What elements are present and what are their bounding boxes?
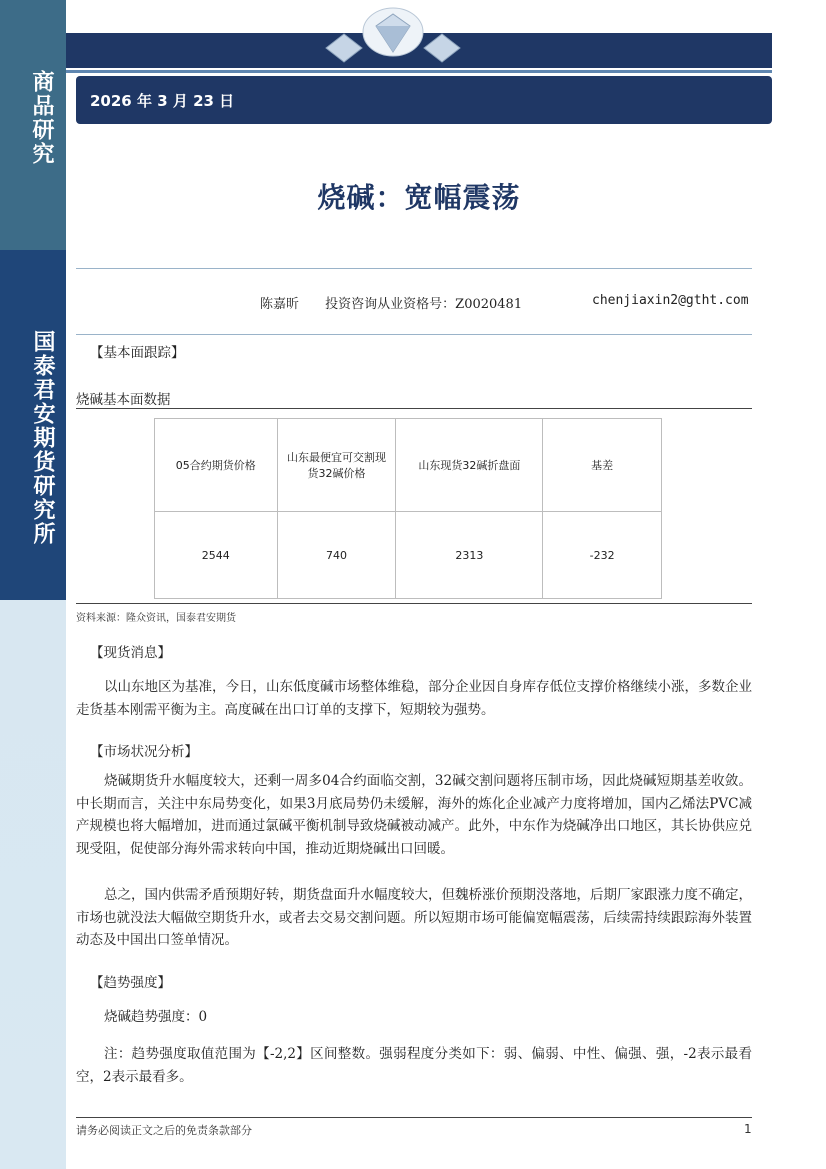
table-header-cell: 山东现货32碱折盘面	[396, 419, 543, 512]
title-divider-bottom	[76, 334, 752, 335]
table-row	[155, 512, 662, 599]
date-bar	[76, 76, 772, 124]
section-trend: 【趋势强度】	[90, 975, 171, 991]
sidebar-category-label: 商品研究	[29, 70, 54, 166]
table-header-row	[155, 419, 662, 512]
table-header-cell: 05合约期货价格	[155, 419, 278, 512]
fundamentals-table	[154, 418, 662, 599]
table-bottom-rule	[76, 603, 752, 604]
author-name: 陈嘉昕	[260, 297, 300, 312]
footer-disclaimer: 请务必阅读正文之后的免责条款部分	[76, 1124, 252, 1137]
table-header-cell: 基差	[543, 419, 662, 512]
trend-value: 烧碱趋势强度：0	[104, 1009, 208, 1025]
table-title: 烧碱基本面数据	[76, 392, 171, 408]
section-market: 【市场状况分析】	[90, 744, 198, 760]
table-top-rule	[76, 408, 752, 409]
section-spot: 【现货消息】	[90, 645, 171, 661]
sidebar-org-block	[0, 250, 66, 600]
table-header-cell: 山东最便宜可交割现货32碱价格	[277, 419, 396, 512]
paragraph-analysis-2: 总之，国内供需矛盾预期好转，期货盘面升水幅度较大，但魏桥涨价预期没落地，后期厂家跟涨力度不确定，市场也就没法大幅做空期货升水，或者去交易交割问题。所以短期市场可能偏宽幅震荡，后续需持续跟踪海外装置动态及中国出口签单情况。	[76, 887, 752, 948]
table-cell: 740	[277, 512, 396, 599]
header-divider	[66, 70, 772, 73]
report-title: 烧碱：宽幅震荡	[317, 181, 521, 214]
table-source: 资料来源：隆众资讯，国泰君安期货	[76, 613, 236, 624]
diamond-logo-icon	[318, 4, 468, 66]
author-license: 投资咨询从业资格号：Z0020481	[325, 297, 523, 312]
section-fundamentals: 【基本面跟踪】	[90, 345, 185, 361]
sidebar-org-label: 国泰君安期货研究所	[30, 330, 55, 546]
table-cell: 2544	[155, 512, 278, 599]
author-email: chenjiaxin2@gtht.com	[592, 293, 749, 308]
sidebar-category-block	[0, 0, 66, 250]
table-cell: -232	[543, 512, 662, 599]
page-number: 1	[744, 1122, 752, 1136]
trend-note: 注：趋势强度取值范围为【-2,2】区间整数。强弱程度分类如下：弱、偏弱、中性、偏强、强，-2表示最看空，2表示最看多。	[76, 1046, 752, 1085]
title-divider-top	[76, 268, 752, 269]
paragraph-analysis-1: 烧碱期货升水幅度较大，还剩一周多04合约面临交割，32碱交割问题将压制市场，因此烧碱短期基差收敛。中长期而言，关注中东局势变化，如果3月底局势仍未缓解，海外的炼化企业减产力度将增加，国内乙烯法PVC减产规模也将大幅增加，进而通过氯碱平衡机制导致烧碱被动减产。此外，中东作为烧碱净出口地区，其长协供应兑现受阻，促使部分海外需求转向中国，推动近期烧碱出口回暖。	[76, 773, 752, 857]
footer-rule	[76, 1117, 752, 1118]
author-row	[260, 293, 544, 312]
report-date: 2026 年 3 月 23 日	[90, 92, 235, 110]
table-cell: 2313	[396, 512, 543, 599]
paragraph-spot-news: 以山东地区为基准，今日，山东低度碱市场整体维稳，部分企业因自身库存低位支撑价格继续小涨，多数企业走货基本刚需平衡为主。高度碱在出口订单的支撑下，短期较为强势。	[76, 679, 752, 718]
